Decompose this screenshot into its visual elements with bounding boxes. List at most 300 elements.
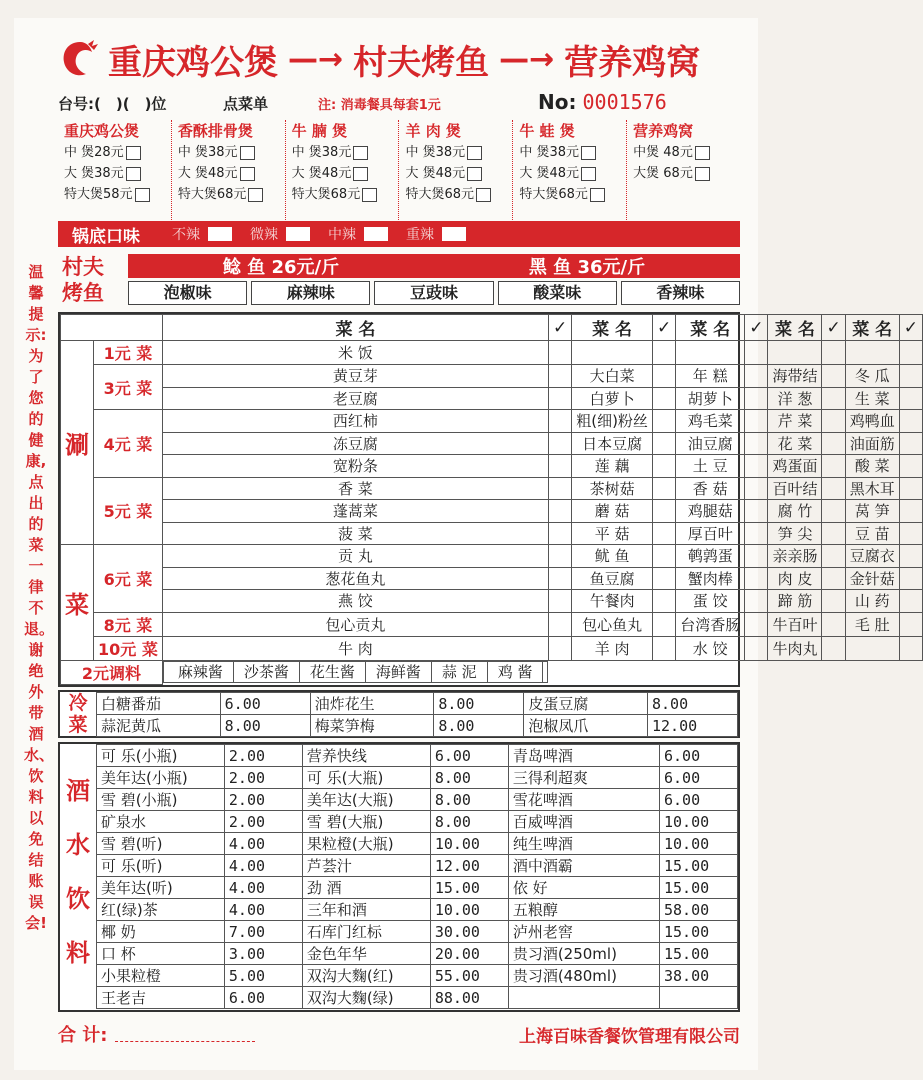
table-row (61, 387, 923, 410)
dish-checkbox[interactable] (822, 432, 845, 455)
dish-checkbox[interactable] (899, 477, 922, 500)
drink-name[interactable]: 青岛啤酒 (508, 745, 659, 767)
dish-checkbox[interactable] (548, 477, 571, 500)
flavor-option-label: 中辣 (328, 227, 356, 243)
footer (58, 1020, 740, 1048)
drink-price: 15.00 (660, 877, 738, 899)
table-row (97, 877, 738, 899)
dish-checkbox[interactable] (548, 500, 571, 523)
dish-checkbox[interactable] (745, 612, 768, 636)
dish-name: 蘑 菇 (572, 500, 653, 523)
drink-price: 4.00 (224, 899, 302, 921)
pot-size-option[interactable] (178, 184, 285, 205)
dish-name: 茶树菇 (572, 477, 653, 500)
drink-price: 8.00 (430, 789, 508, 811)
drink-price: 7.00 (224, 921, 302, 943)
dish-checkbox[interactable] (745, 500, 768, 523)
dish-checkbox[interactable] (652, 636, 675, 660)
table-row (61, 477, 923, 500)
pot-size-option[interactable] (519, 142, 626, 163)
dish-name: 豆腐衣 (845, 545, 899, 568)
pot-column (172, 120, 286, 220)
dish-name: 蛋 饺 (676, 590, 745, 613)
drink-name[interactable]: 小果粒橙 (97, 965, 225, 987)
table-row (97, 693, 738, 715)
grilled-fish-section (58, 250, 740, 310)
dish-checkbox[interactable] (652, 545, 675, 568)
dish-name: 油豆腐 (676, 432, 745, 455)
sauce-option[interactable]: 鸡 酱 (488, 661, 544, 682)
table-row (61, 410, 923, 433)
dish-name: 土 豆 (676, 455, 745, 478)
dish-checkbox[interactable] (745, 455, 768, 478)
dish-checkbox[interactable] (822, 477, 845, 500)
pot-menu (58, 120, 740, 220)
dish-name[interactable]: 泡椒凤爪 (524, 715, 648, 737)
dish-name: 香 菇 (676, 477, 745, 500)
dish-checkbox[interactable] (745, 341, 768, 365)
dish-checkbox[interactable] (745, 545, 768, 568)
flavor-option-label: 重辣 (406, 227, 434, 243)
dish-name: 米 饭 (162, 341, 548, 365)
table-row (97, 921, 738, 943)
flavor-option-hot[interactable] (406, 224, 466, 244)
dish-name[interactable]: 梅菜笋梅 (310, 715, 434, 737)
dish-name: 生 菜 (845, 387, 899, 410)
pot-size-label: 大 煲48元 (177, 166, 238, 181)
dish-checkbox[interactable] (548, 432, 571, 455)
dish-name[interactable]: 皮蛋豆腐 (524, 693, 648, 715)
drink-name[interactable]: 贵习酒(480ml) (508, 965, 659, 987)
drink-name[interactable]: 雪 碧(小瓶) (97, 789, 225, 811)
drink-name[interactable]: 王老吉 (97, 987, 225, 1009)
sauce-option[interactable]: 花生酱 (300, 661, 366, 682)
drink-name[interactable]: 百威啤酒 (508, 811, 659, 833)
drink-name[interactable]: 椰 奶 (97, 921, 225, 943)
drink-name[interactable]: 口 杯 (97, 943, 225, 965)
pot-title: 牛 腩 煲 (291, 122, 348, 140)
drink-name[interactable]: 营养快线 (302, 745, 430, 767)
checkbox[interactable] (135, 188, 150, 202)
sauce-option[interactable]: 蒜 泥 (432, 661, 488, 682)
pot-size-label: 中 煲38元 (177, 145, 238, 160)
order-label: 点菜单 (223, 94, 269, 113)
drink-name[interactable]: 美年达(小瓶) (97, 767, 225, 789)
dish-checkbox[interactable] (899, 636, 922, 660)
pot-column (58, 120, 172, 220)
drink-name[interactable]: 酒中酒霸 (508, 855, 659, 877)
drink-name[interactable]: 可 乐(听) (97, 855, 225, 877)
checkbox[interactable] (467, 167, 482, 181)
column-header: 菜 名 (162, 315, 548, 341)
drink-name[interactable]: 五粮醇 (508, 899, 659, 921)
fish-taste-option[interactable]: 香辣味 (621, 281, 740, 305)
dish-checkbox[interactable] (899, 545, 922, 568)
drinks-section (58, 742, 740, 1012)
dish-checkbox[interactable] (899, 365, 922, 388)
table-number-field[interactable]: 台号:( )( )位 (58, 94, 167, 113)
checkbox[interactable] (248, 188, 263, 202)
pot-size-option[interactable] (178, 163, 285, 184)
table-row (61, 341, 923, 365)
fish-taste-option[interactable]: 酸菜味 (498, 281, 617, 305)
drink-name[interactable]: 雪 碧(听) (97, 833, 225, 855)
checkbox[interactable] (695, 146, 710, 160)
dish-checkbox[interactable] (822, 387, 845, 410)
drink-name[interactable]: 劲 酒 (302, 877, 430, 899)
dish-name: 午餐肉 (572, 590, 653, 613)
dish-name: 宽粉条 (162, 455, 548, 478)
fish-price-snakehead[interactable]: 黑 鱼 36元/斤 (528, 257, 646, 278)
table-row (61, 500, 923, 523)
pot-size-label: 大 煲48元 (405, 166, 466, 181)
pot-title: 营养鸡窝 (633, 122, 694, 140)
pot-size-label: 大 煲48元 (291, 166, 352, 181)
dish-name: 牛 肉 (162, 636, 548, 660)
dish-name: 鹌鹑蛋 (676, 545, 745, 568)
drink-name[interactable]: 金色年华 (302, 943, 430, 965)
table-row (61, 545, 923, 568)
pot-size-option[interactable] (292, 163, 399, 184)
dish-checkbox[interactable] (745, 590, 768, 613)
table-header-row (61, 315, 923, 341)
drink-name[interactable]: 红(绿)茶 (97, 899, 225, 921)
flavor-option-medium[interactable] (328, 224, 388, 244)
dish-checkbox[interactable] (548, 567, 571, 590)
dish-name: 笋 尖 (768, 522, 822, 545)
dish-name: 腐 竹 (768, 500, 822, 523)
rooster-logo-icon (58, 38, 102, 82)
total-field[interactable] (58, 1021, 255, 1047)
checkbox[interactable] (476, 188, 491, 202)
dish-checkbox[interactable] (822, 636, 845, 660)
dish-name: 酸 菜 (845, 455, 899, 478)
pot-title: 羊 肉 煲 (405, 122, 461, 140)
dish-checkbox[interactable] (548, 636, 571, 660)
dish-name (572, 341, 653, 365)
dish-name[interactable]: 蒜泥黄瓜 (97, 715, 221, 737)
pot-title: 重庆鸡公煲 (64, 122, 140, 140)
table-row (97, 767, 738, 789)
category-veg: 菜 (61, 545, 94, 661)
dish-price: 8.00 (434, 693, 524, 715)
table-row (97, 987, 738, 1009)
pot-size-option[interactable] (519, 184, 626, 205)
dish-checkbox[interactable] (652, 455, 675, 478)
sauce-option[interactable]: 麻辣酱 (168, 661, 234, 682)
dish-checkbox[interactable] (652, 341, 675, 365)
sauce-option[interactable]: 海鲜酱 (366, 661, 432, 682)
pot-size-label: 特大煲58元 (64, 187, 133, 202)
dish-checkbox[interactable] (822, 522, 845, 545)
table-row (97, 899, 738, 921)
drink-name[interactable]: 芦荟汁 (302, 855, 430, 877)
sub-header (58, 92, 758, 114)
dish-checkbox[interactable] (652, 567, 675, 590)
dish-checkbox[interactable] (899, 500, 922, 523)
dish-name: 大白菜 (572, 365, 653, 388)
pot-size-option[interactable] (292, 184, 399, 205)
checkbox[interactable] (126, 146, 141, 160)
dish-checkbox[interactable] (652, 590, 675, 613)
table-row (61, 612, 923, 636)
fish-taste-option[interactable]: 豆豉味 (374, 281, 493, 305)
checkbox[interactable] (442, 227, 466, 241)
dish-price: 8.00 (434, 715, 524, 737)
drink-name[interactable] (508, 987, 659, 1009)
pot-size-label: 中煲 48元 (633, 145, 693, 160)
dish-checkbox[interactable] (899, 341, 922, 365)
checkbox[interactable] (590, 188, 605, 202)
table-row (97, 789, 738, 811)
pot-size-label: 大煲 68元 (633, 166, 693, 181)
dish-checkbox[interactable] (822, 341, 845, 365)
drink-name[interactable]: 美年达(大瓶) (302, 789, 430, 811)
fish-taste-option[interactable]: 麻辣味 (251, 281, 370, 305)
title-grilled-fish: 村夫烤鱼 (353, 42, 490, 83)
checkbox[interactable] (581, 167, 596, 181)
drink-price: 6.00 (660, 767, 738, 789)
pot-title: 香酥排骨煲 (177, 122, 253, 140)
drink-name[interactable]: 三得利超爽 (508, 767, 659, 789)
dish-checkbox[interactable] (899, 455, 922, 478)
dish-checkbox[interactable] (745, 636, 768, 660)
checkbox[interactable] (353, 146, 368, 160)
title-chicken-nest: 营养鸡窝 (564, 42, 701, 83)
price-tier: 10元 菜 (94, 636, 163, 660)
pot-size-option[interactable] (64, 163, 171, 184)
check-column-header: ✓ (745, 315, 768, 341)
checkbox[interactable] (695, 167, 710, 181)
tableware-note: 注: 消毒餐具每套1元 (318, 97, 441, 113)
order-number-label: No: (538, 90, 577, 114)
check-column-header: ✓ (652, 315, 675, 341)
dish-checkbox[interactable] (822, 365, 845, 388)
dish-checkbox[interactable] (745, 387, 768, 410)
table-row (61, 455, 923, 478)
column-header: 菜 名 (572, 315, 653, 341)
dish-name[interactable]: 白糖番茄 (97, 693, 221, 715)
drink-price: 88.00 (430, 987, 508, 1009)
checkbox[interactable] (581, 146, 596, 160)
dish-checkbox[interactable] (899, 432, 922, 455)
pot-size-option[interactable] (405, 163, 512, 184)
drink-name[interactable]: 纯生啤酒 (508, 833, 659, 855)
checkbox[interactable] (240, 146, 255, 160)
drink-price: 38.00 (660, 965, 738, 987)
dish-checkbox[interactable] (822, 455, 845, 478)
drink-name[interactable]: 双沟大麴(绿) (302, 987, 430, 1009)
dish-name: 蹄 筋 (768, 590, 822, 613)
drink-price: 3.00 (224, 943, 302, 965)
dish-checkbox[interactable] (652, 477, 675, 500)
pot-title: 牛 蛙 煲 (519, 122, 575, 140)
dish-checkbox[interactable] (548, 387, 571, 410)
dish-checkbox[interactable] (899, 612, 922, 636)
drink-price: 10.00 (430, 833, 508, 855)
dish-checkbox[interactable] (899, 567, 922, 590)
dish-name: 香 菜 (162, 477, 548, 500)
price-tier: 8元 菜 (94, 612, 163, 636)
dish-name: 包心鱼丸 (572, 612, 653, 636)
dish-name: 蟹肉棒 (676, 567, 745, 590)
dish-checkbox[interactable] (652, 432, 675, 455)
dish-name[interactable]: 油炸花生 (310, 693, 434, 715)
dish-checkbox[interactable] (548, 612, 571, 636)
flavor-option-label: 不辣 (172, 227, 200, 243)
dish-name: 葱花鱼丸 (162, 567, 548, 590)
dish-name: 日本豆腐 (572, 432, 653, 455)
dish-name: 台湾香肠 (676, 612, 745, 636)
dish-checkbox[interactable] (652, 612, 675, 636)
drink-name[interactable]: 依 好 (508, 877, 659, 899)
price-tier: 6元 菜 (94, 545, 163, 613)
dish-checkbox[interactable] (548, 341, 571, 365)
pot-size-option[interactable] (405, 184, 512, 205)
dish-name: 黄豆芽 (162, 365, 548, 388)
drink-name[interactable]: 雪 碧(大瓶) (302, 811, 430, 833)
dish-name: 百叶结 (768, 477, 822, 500)
dish-checkbox[interactable] (899, 522, 922, 545)
drink-name[interactable]: 三年和酒 (302, 899, 430, 921)
checkbox[interactable] (240, 167, 255, 181)
drink-name[interactable]: 泸州老窖 (508, 921, 659, 943)
dish-checkbox[interactable] (822, 545, 845, 568)
dish-checkbox[interactable] (652, 522, 675, 545)
cold-dish-section (58, 690, 740, 738)
dish-name: 金针菇 (845, 567, 899, 590)
dish-checkbox[interactable] (899, 410, 922, 433)
pot-size-option[interactable] (405, 142, 512, 163)
drink-name[interactable]: 雪花啤酒 (508, 789, 659, 811)
check-column-header: ✓ (548, 315, 571, 341)
table-row (97, 811, 738, 833)
checkbox[interactable] (126, 167, 141, 181)
dish-name: 花 菜 (768, 432, 822, 455)
drink-name[interactable]: 果粒橙(大瓶) (302, 833, 430, 855)
pot-size-option[interactable] (64, 142, 171, 163)
pot-size-option[interactable] (633, 163, 740, 184)
dish-price: 8.00 (648, 693, 738, 715)
dish-checkbox[interactable] (652, 500, 675, 523)
drink-price: 15.00 (660, 943, 738, 965)
dish-checkbox[interactable] (652, 365, 675, 388)
dish-name (768, 341, 822, 365)
checkbox[interactable] (353, 167, 368, 181)
dish-checkbox[interactable] (548, 545, 571, 568)
pot-size-label: 特大煲68元 (177, 187, 247, 202)
column-header: 菜 名 (676, 315, 745, 341)
dish-name: 白萝卜 (572, 387, 653, 410)
drink-name[interactable]: 可 乐(小瓶) (97, 745, 225, 767)
pot-size-option[interactable] (633, 142, 740, 163)
dish-name: 山 药 (845, 590, 899, 613)
dish-name: 黑木耳 (845, 477, 899, 500)
pot-size-label: 中 煲38元 (519, 145, 579, 160)
table-row (97, 965, 738, 987)
drink-name[interactable]: 矿泉水 (97, 811, 225, 833)
flavor-option-slight[interactable] (250, 224, 310, 244)
dish-checkbox[interactable] (899, 387, 922, 410)
checkbox[interactable] (467, 146, 482, 160)
drink-price: 2.00 (224, 767, 302, 789)
dish-checkbox[interactable] (822, 567, 845, 590)
price-tier: 4元 菜 (94, 410, 163, 478)
cold-dish-label: 冷菜 (68, 692, 88, 736)
dish-name: 鱿 鱼 (572, 545, 653, 568)
drink-name[interactable]: 美年达(听) (97, 877, 225, 899)
checkbox[interactable] (362, 188, 377, 202)
dish-checkbox[interactable] (745, 410, 768, 433)
pot-size-option[interactable] (64, 184, 171, 205)
sauce-option[interactable]: 沙茶酱 (234, 661, 300, 682)
dish-checkbox[interactable] (652, 410, 675, 433)
drink-name[interactable]: 石库门红标 (302, 921, 430, 943)
drink-price: 10.00 (660, 833, 738, 855)
checkbox[interactable] (364, 227, 388, 241)
broth-flavor-label: 锅底口味 (72, 226, 140, 247)
table-row (97, 715, 738, 737)
table-row (61, 636, 923, 660)
dish-name: 平 菇 (572, 522, 653, 545)
dish-checkbox[interactable] (548, 410, 571, 433)
sauce-label: 2元调料 (61, 660, 163, 684)
checkbox[interactable] (208, 227, 232, 241)
dish-checkbox[interactable] (822, 500, 845, 523)
drink-name[interactable]: 贵习酒(250ml) (508, 943, 659, 965)
dish-checkbox[interactable] (822, 410, 845, 433)
order-number (538, 90, 667, 114)
dish-checkbox[interactable] (822, 612, 845, 636)
pot-column (513, 120, 627, 220)
dish-checkbox[interactable] (745, 522, 768, 545)
dish-name: 莲 藕 (572, 455, 653, 478)
dish-name: 西红柿 (162, 410, 548, 433)
drink-price: 10.00 (660, 811, 738, 833)
dish-checkbox[interactable] (652, 387, 675, 410)
dish-price: 12.00 (648, 715, 738, 737)
dish-checkbox[interactable] (548, 365, 571, 388)
dish-name: 牛肉丸 (768, 636, 822, 660)
category-rinse: 涮 (61, 341, 94, 545)
checkbox[interactable] (286, 227, 310, 241)
total-line[interactable] (115, 1026, 255, 1042)
dish-name: 粗(细)粉丝 (572, 410, 653, 433)
fish-label-line: 烤鱼 (62, 281, 104, 305)
dish-checkbox[interactable] (548, 522, 571, 545)
fish-taste-option[interactable]: 泡椒味 (128, 281, 247, 305)
flavor-option-mild[interactable] (172, 224, 232, 244)
dish-checkbox[interactable] (745, 567, 768, 590)
dish-checkbox[interactable] (745, 365, 768, 388)
dish-name: 莴 笋 (845, 500, 899, 523)
dish-checkbox[interactable] (745, 432, 768, 455)
drink-price: 15.00 (660, 921, 738, 943)
dish-name: 亲亲肠 (768, 545, 822, 568)
dish-checkbox[interactable] (745, 477, 768, 500)
drink-name[interactable]: 双沟大麴(红) (302, 965, 430, 987)
dish-checkbox[interactable] (548, 590, 571, 613)
drink-name[interactable]: 可 乐(大瓶) (302, 767, 430, 789)
dish-name: 水 饺 (676, 636, 745, 660)
dish-checkbox[interactable] (548, 455, 571, 478)
fish-price-catfish[interactable]: 鲶 鱼 26元/斤 (222, 257, 340, 278)
dish-checkbox[interactable] (822, 590, 845, 613)
dish-checkbox[interactable] (899, 590, 922, 613)
pot-size-option[interactable] (519, 163, 626, 184)
pot-size-option[interactable] (292, 142, 399, 163)
pot-size-option[interactable] (178, 142, 285, 163)
